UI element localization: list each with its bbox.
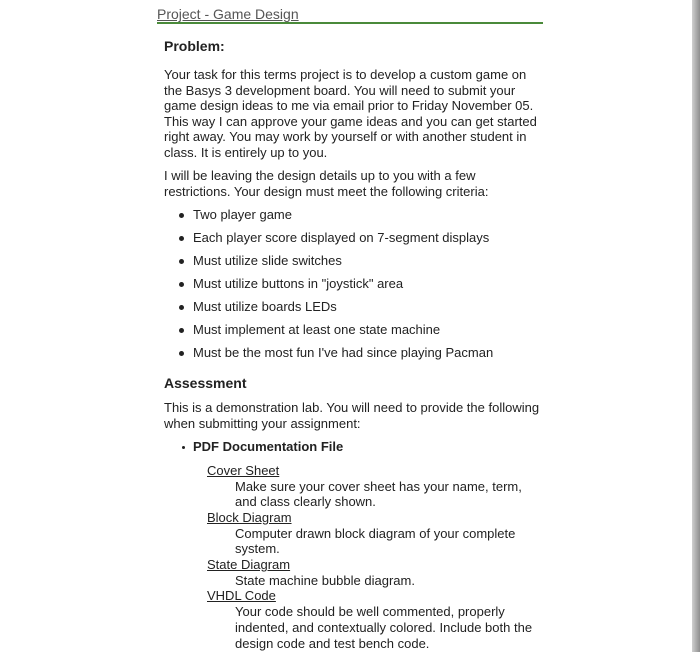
page-edge-shadow bbox=[692, 0, 700, 652]
problem-paragraph-2: I will be leaving the design details up to you with a few restrictions. Your design must meet the following criteria: bbox=[164, 168, 489, 199]
document-title: Project - Game Design bbox=[157, 6, 299, 22]
section-vhdl-code bbox=[207, 588, 544, 651]
section-cover-sheet bbox=[207, 463, 544, 510]
criteria-item: Must utilize buttons in "joystick" area bbox=[164, 276, 544, 299]
deliverable-item: PDF Documentation File bbox=[164, 439, 544, 455]
document-body bbox=[164, 37, 544, 651]
assessment-heading: Assessment bbox=[164, 375, 247, 391]
section-description: Computer drawn block diagram of your complete system. bbox=[235, 525, 516, 557]
assessment-paragraph: This is a demonstration lab. You will need to provide the following when submitting your assignment: bbox=[164, 400, 540, 431]
criteria-item: Must implement at least one state machine bbox=[164, 322, 544, 345]
section-title: Block Diagram bbox=[207, 510, 292, 526]
criteria-item: Must utilize boards LEDs bbox=[164, 299, 544, 322]
section-title: VHDL Code bbox=[207, 588, 276, 604]
section-description: Make sure your cover sheet has your name, term, and class clearly shown. bbox=[235, 478, 522, 510]
section-description: Your code should be well commented, properly indented, and contextually colored. Include both the design code and test bench code. bbox=[235, 603, 533, 651]
criteria-item: Must utilize slide switches bbox=[164, 253, 544, 276]
section-block-diagram bbox=[207, 510, 544, 557]
problem-paragraph-1: Your task for this terms project is to develop a custom game on the Basys 3 development board. You will need to submit your game design ideas to me via email prior to Friday November 05. This way I can approve your game ideas and you can get started right away. You may work by yourself or with another student in class. It is entirely up to you. bbox=[164, 67, 537, 160]
criteria-item: Must be the most fun I've had since playing Pacman bbox=[164, 345, 544, 368]
document-header bbox=[157, 6, 543, 24]
criteria-item: Each player score displayed on 7-segment displays bbox=[164, 230, 544, 253]
problem-heading: Problem: bbox=[164, 38, 225, 54]
section-title: State Diagram bbox=[207, 557, 291, 573]
section-title: Cover Sheet bbox=[207, 463, 280, 478]
criteria-item: Two player game bbox=[164, 207, 544, 230]
section-description: State machine bubble diagram. bbox=[235, 572, 415, 588]
criteria-list bbox=[164, 207, 544, 368]
section-state-diagram bbox=[207, 557, 544, 588]
